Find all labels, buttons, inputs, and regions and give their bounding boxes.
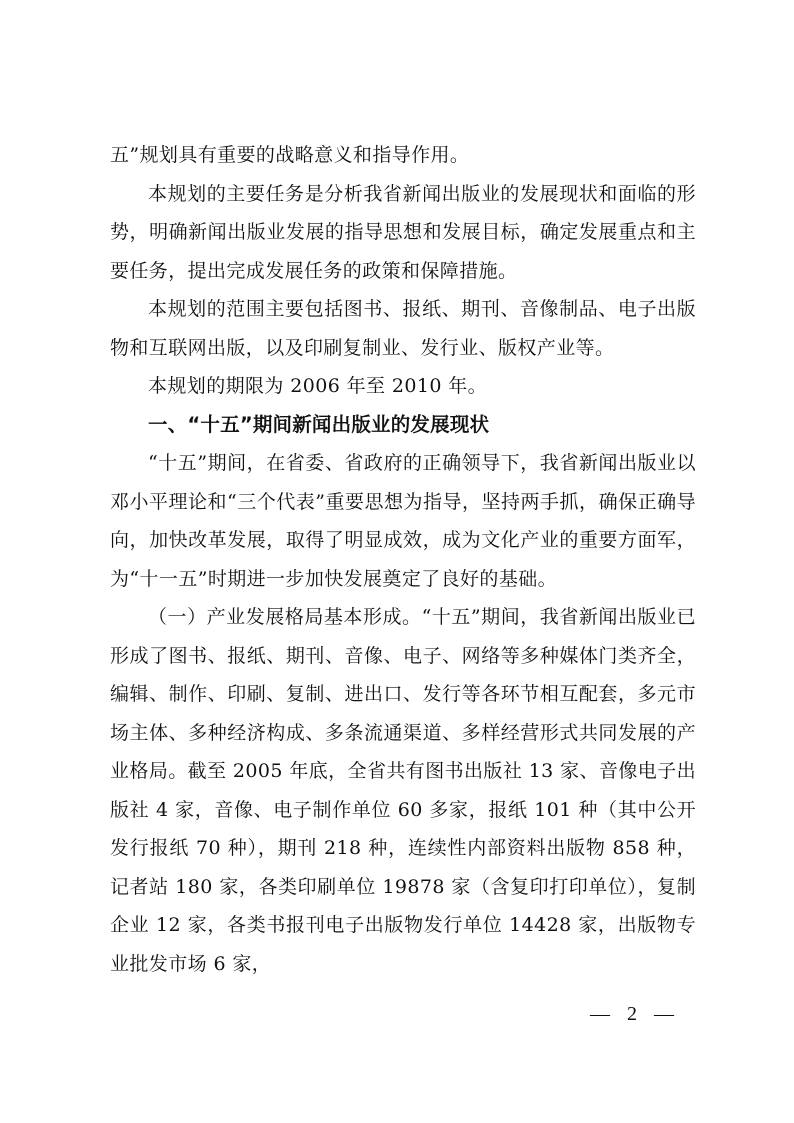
- body-text: [110, 136, 696, 983]
- paragraph-scope: 本规划的范围主要包括图书、报纸、期刊、音像制品、电子出版物和互联网出版，以及印刷复制业、发行业、版权产业等。: [110, 298, 696, 359]
- paragraph-main-tasks: 本规划的主要任务是分析我省新闻出版业的发展现状和面临的形势，明确新闻出版业发展的指导思想和发展目标，确定发展重点和主要任务，提出完成发展任务的政策和保障措施。: [110, 182, 696, 282]
- page-number: — 2 —: [590, 1003, 680, 1025]
- paragraph-industry-pattern: （一）产业发展格局基本形成。“十五”期间，我省新闻出版业已形成了图书、报纸、期刊、音像、电子、网络等多种媒体门类齐全，编辑、制作、印刷、复制、进出口、发行等各环节相互配套，多元市场主体、多种经济构成、多条流通渠道、多样经营形式共同发展的产业格局。截至 2005 年底，全省共有图书出版社 13 家、音像电子出版社 4 家，音像、电子制作单位 60 多家，报纸 101 种（其中公开发行报纸 70 种），期刊 218 种，连续性内部资料出版物 858 种，记者站 180 家，各类印刷单位 19878 家（含复印打印单位），复制企业 12 家，各类书报刊电子出版物发行单位 14428 家，出版物专业批发市场 6 家，: [110, 606, 696, 975]
- paragraph-overview: “十五”期间，在省委、省政府的正确领导下，我省新闻出版业以邓小平理论和“三个代表”重要思想为指导，坚持两手抓，确保正确导向，加快改革发展，取得了明显成效，成为文化产业的重要方面军，为“十一五”时期进一步加快发展奠定了良好的基础。: [110, 452, 696, 590]
- paragraph-period: 本规划的期限为 2006 年至 2010 年。: [148, 375, 488, 397]
- section-heading: 一、“十五”期间新闻出版业的发展现状: [148, 412, 490, 436]
- paragraph-continuation: 五”规划具有重要的战略意义和指导作用。: [110, 144, 470, 166]
